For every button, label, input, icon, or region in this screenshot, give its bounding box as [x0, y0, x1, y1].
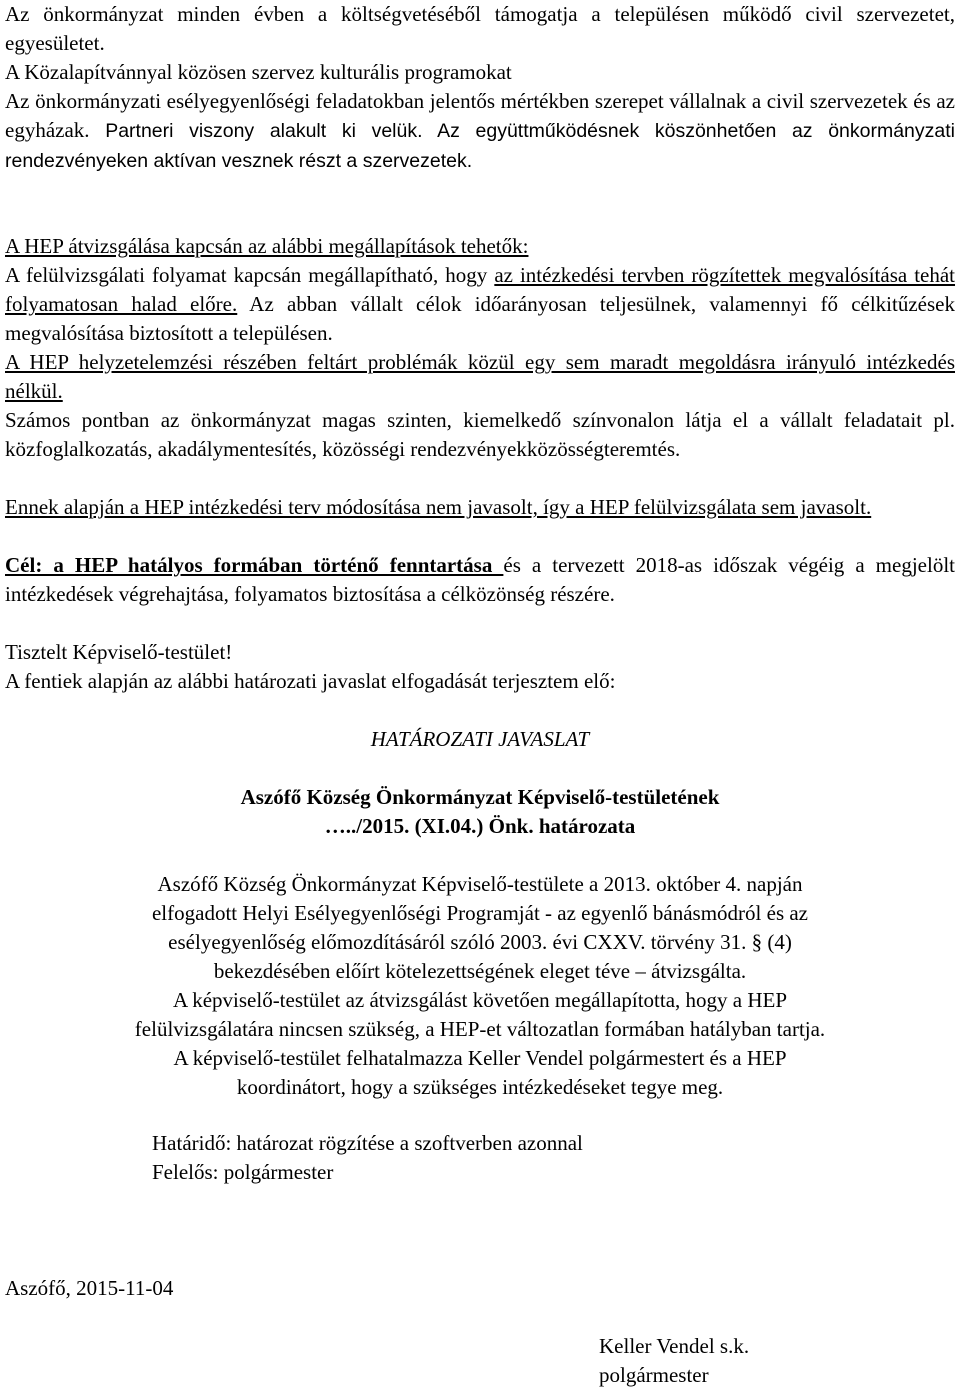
review-heading: A HEP átvizsgálása kapcsán az alábbi megállapítások tehetők:: [5, 234, 529, 258]
intro-paragraph-2: A Közalapítvánnyal közösen szervez kulturális programokat: [5, 60, 512, 84]
resolution-line: felülvizsgálatára nincsen szükség, a HEP-et változatlan formában hatályban tartja.: [134, 1017, 826, 1041]
responsible: Felelős: polgármester: [152, 1160, 334, 1184]
resolution-line: Aszófő Község Önkormányzat Képviselő-testülete a 2013. október 4. napján: [157, 872, 803, 896]
goal-paragraph: Cél: a HEP hatályos formában történő fenntartása és a tervezett 2018-as időszak végéig a megjelölt intézkedések végrehajtása, folyamatos biztosítása a célközönség részére.: [5, 553, 955, 606]
review-paragraph-1: A felülvizsgálati folyamat kapcsán megállapítható, hogy az intézkedési tervben rögzítettek megvalósítása tehát folyamatosan halad előre. Az abban vállalt célok időarányosan teljesülnek, valamennyi fő célkitűzések megvalósítása biztosított a településen.: [5, 263, 956, 345]
resolution-number: …../2015. (XI.04.) Önk. határozata: [324, 814, 636, 838]
review-highlight: az intézkedési tervben rögzítettek megvalósítása tehát folyamatosan halad előre.: [5, 263, 956, 316]
place-date: Aszófő, 2015-11-04: [5, 1276, 174, 1300]
resolution-line: bekezdésében előírt kötelezettségének eleget téve – átvizsgálta.: [213, 959, 747, 983]
resolution-line: A képviselő-testület felhatalmazza Keller Vendel polgármestert és a HEP: [173, 1046, 787, 1070]
intro-paragraph-3a: Az önkormányzati esélyegyenlőségi feladatokban jelentős mértékben szerepet vállalnak a civil szervezetek és az egyházak.: [5, 89, 955, 142]
goal-bold: Cél: a HEP hatályos formában történő fenntartása: [5, 553, 504, 577]
resolution-title: HATÁROZATI JAVASLAT: [370, 727, 590, 751]
proposal-line: A fentiek alapján az alábbi határozati javaslat elfogadását terjesztem elő:: [5, 669, 616, 693]
signer-name: Keller Vendel s.k.: [599, 1334, 750, 1358]
signer-title: polgármester: [599, 1363, 709, 1387]
resolution-text: [5, 870, 955, 1102]
review-paragraph-4: Ennek alapján a HEP intézkedési terv módosítása nem javasolt, így a HEP felülvizsgálata sem javasolt.: [5, 495, 872, 519]
resolution-line: elfogadott Helyi Esélyegyenlőségi Programját - az egyenlő bánásmódról és az: [151, 901, 809, 925]
resolution-line: esélyegyenlőség előmozdításáról szóló 2003. évi CXXV. törvény 31. § (4): [168, 930, 792, 954]
salutation: Tisztelt Képviselő-testület!: [5, 640, 233, 664]
resolution-line: A képviselő-testület az átvizsgálást követően megállapította, hogy a HEP: [172, 988, 788, 1012]
review-paragraph-2: A HEP helyzetelemzési részében feltárt problémák közül egy sem maradt megoldásra irányuló intézkedés nélkül.: [5, 350, 955, 403]
deadline: Határidő: határozat rögzítése a szoftverben azonnal: [152, 1131, 583, 1155]
resolution-line: koordinátort, hogy a szükséges intézkedéseket tegye meg.: [236, 1075, 724, 1099]
review-paragraph-3: Számos pontban az önkormányzat magas szinten, kiemelkedő színvonalon látja el a vállalt feladatait pl. közfoglalkozatás, akadálymentesítés, közösségi rendezvényekközösségteremtés.: [5, 408, 955, 461]
intro-paragraph-3: [5, 87, 955, 176]
intro-paragraph-3b: Partneri viszony alakult ki velük. Az együttműködésnek köszönhetően az önkormányzati rendezvényeken aktívan vesznek részt a szervezetek.: [5, 120, 955, 172]
resolution-body-name: Aszófő Község Önkormányzat Képviselő-testületének: [240, 785, 720, 809]
intro-paragraph-1: Az önkormányzat minden évben a költségvetéséből támogatja a településen működő civil szervezetet, egyesületet.: [5, 2, 955, 55]
